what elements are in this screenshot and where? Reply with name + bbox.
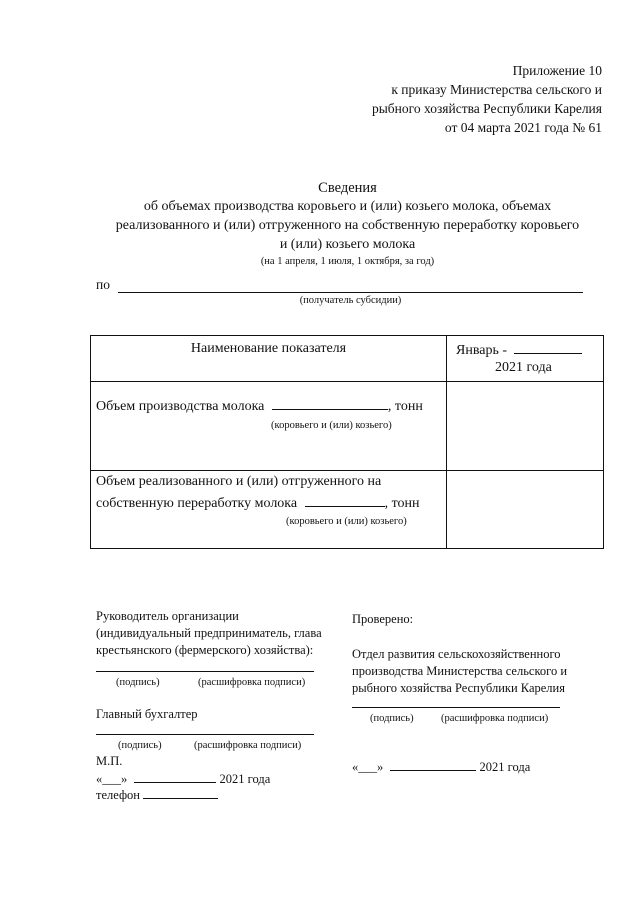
- checked-label: Проверено:: [352, 612, 414, 626]
- recipient-caption: (получатель субсидии): [299, 295, 402, 306]
- left-date-field[interactable]: [134, 770, 216, 783]
- left-date-day: «___»: [96, 772, 128, 786]
- row1-label: Объем производства молока: [96, 399, 265, 414]
- header-indicator-name: Наименование показателя: [190, 341, 347, 356]
- row1-note: (коровьего и (или) козьего): [271, 420, 392, 431]
- subtitle-line-3: и (или) козьего молока: [279, 237, 416, 252]
- appendix-line-3: рыбного хозяйства Республики Карелия: [371, 101, 602, 116]
- dept-line-1: Отдел развития сельскохозяйственного: [352, 647, 561, 661]
- document-title-block: [80, 179, 615, 269]
- appendix-line-1: Приложение 10: [512, 63, 602, 78]
- period-note: (на 1 апреля, 1 июля, 1 октября, за год): [260, 256, 435, 267]
- dept-line-2: производства Министерства сельского и: [352, 664, 568, 678]
- head-decode-caption: (расшифровка подписи): [198, 677, 306, 688]
- head-signature-block: [96, 608, 322, 659]
- phone-field[interactable]: [143, 786, 218, 799]
- row2-note: (коровьего и (или) козьего): [286, 516, 407, 527]
- stamp-label: М.П.: [96, 754, 123, 768]
- row2-unit: , тонн: [384, 496, 420, 511]
- right-date-day: «___»: [352, 760, 384, 774]
- accountant-decode-caption: (расшифровка подписи): [194, 740, 302, 751]
- head-signature-line[interactable]: [96, 671, 314, 672]
- row1-unit: , тонн: [387, 399, 423, 414]
- appendix-line-4: от 04 марта 2021 года № 61: [444, 120, 602, 135]
- table-row-divider: [91, 470, 603, 471]
- header-year: 2021 года: [495, 360, 552, 375]
- document-title: Сведения: [318, 180, 377, 196]
- dept-line-3: рыбного хозяйства Республики Карелия: [352, 681, 565, 695]
- head-title-line-2: (индивидуальный предприниматель, глава: [96, 626, 322, 640]
- accountant-sign-caption: (подпись): [118, 740, 162, 751]
- recipient-prefix: по: [96, 277, 110, 292]
- phone-line: [96, 786, 218, 804]
- row1-value-field[interactable]: [272, 397, 388, 410]
- dept-block: [352, 646, 567, 697]
- head-sign-caption: (подпись): [116, 677, 160, 688]
- header-period: [456, 341, 582, 359]
- right-date-field[interactable]: [390, 758, 476, 771]
- dept-sign-caption: (подпись): [370, 713, 414, 724]
- row2-value-field[interactable]: [305, 494, 385, 507]
- dept-decode-caption: (расшифровка подписи): [441, 713, 549, 724]
- table-header-divider: [91, 381, 603, 382]
- data-table: [90, 335, 604, 549]
- right-date-suffix: 2021 года: [479, 760, 531, 774]
- header-period-blank[interactable]: [514, 341, 582, 354]
- subtitle-line-2: реализованного и (или) отгруженного на собственную переработку коровьего: [115, 218, 580, 233]
- phone-label: телефон: [96, 788, 140, 802]
- dept-signature-line[interactable]: [352, 707, 560, 708]
- head-title-line-3: крестьянского (фермерского) хозяйства):: [96, 643, 314, 657]
- appendix-header: [372, 61, 602, 137]
- accountant-signature-line[interactable]: [96, 734, 314, 735]
- row2-label: собственную переработку молока: [96, 496, 298, 511]
- row2-line-2: [96, 494, 420, 512]
- row2-line-1: Объем реализованного и (или) отгруженного на: [96, 474, 382, 489]
- table-column-divider: [446, 336, 447, 548]
- accountant-label: Главный бухгалтер: [96, 707, 198, 721]
- right-date-line: [352, 758, 530, 776]
- head-title-line-1: Руководитель организации: [96, 609, 239, 623]
- header-period-label: Январь -: [456, 343, 508, 358]
- subtitle-line-1: об объемах производства коровьего и (или) козьего молока, объемах: [143, 199, 552, 214]
- row1-label-line: [96, 397, 423, 415]
- recipient-field[interactable]: [118, 292, 583, 293]
- appendix-line-2: к приказу Министерства сельского и: [391, 82, 602, 97]
- left-date-suffix: 2021 года: [219, 772, 271, 786]
